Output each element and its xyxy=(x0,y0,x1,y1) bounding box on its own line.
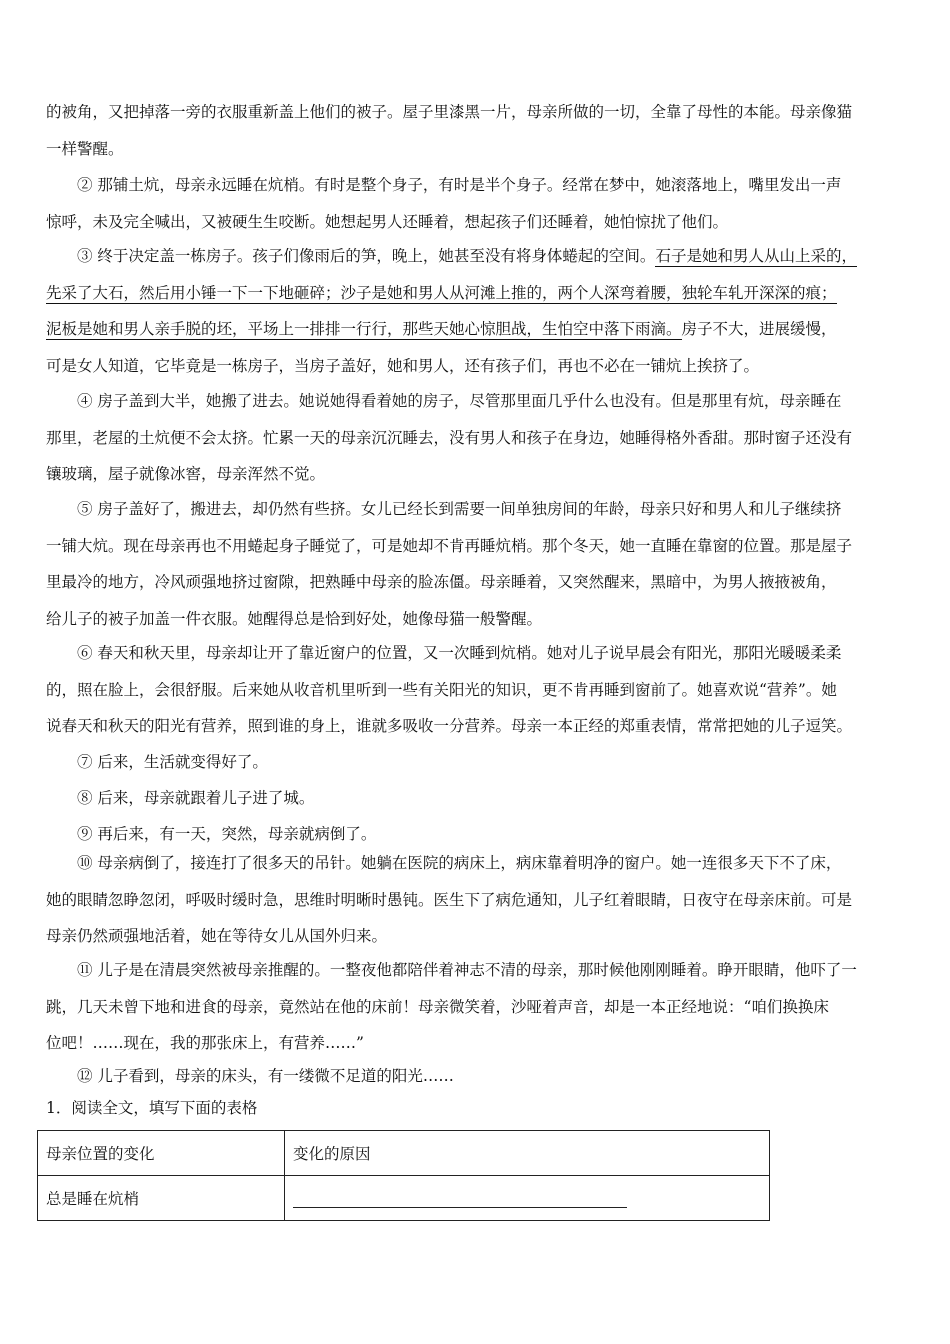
text-line: ⑨ 再后来，有一天，突然，母亲就病倒了。 xyxy=(77,825,377,843)
table-row xyxy=(38,1176,770,1221)
answer-table xyxy=(37,1130,770,1221)
text-line: 里最冷的地方，冷风顽强地挤过窗隙，把熟睡中母亲的脸冻僵。母亲睡着，又突然醒来，黑暗中，为男人掖掖被角， xyxy=(46,573,837,591)
paragraph-5 xyxy=(46,491,906,637)
text-line: 位吧！……现在，我的那张床上，有营养……” xyxy=(46,1034,364,1052)
text-line: 可是女人知道，它毕竟是一栋房子，当房子盖好，她和男人，还有孩子们，再也不必在一铺炕上挨挤了。 xyxy=(46,356,760,375)
text-line: 说春天和秋天的阳光有营养，照到谁的身上，谁就多吸收一分营养。母亲一本正经的郑重表情，常常把她的儿子逗笑。 xyxy=(46,717,853,735)
text-line: 她的眼睛忽睁忽闭，呼吸时缓时急，思维时明晰时愚钝。医生下了病危通知，儿子红着眼睛，日夜守在母亲床前。可是 xyxy=(46,890,853,909)
text-line: ⑤ 房子盖好了，搬进去，却仍然有些挤。女儿已经长到需要一间单独房间的年龄，母亲只好和男人和儿子继续挤 xyxy=(77,500,842,518)
text-line: ⑧ 后来，母亲就跟着儿子进了城。 xyxy=(77,789,315,807)
paragraph-2 xyxy=(46,167,906,240)
answer-blank-line[interactable] xyxy=(293,1189,627,1208)
text-line: 的被角，又把掉落一旁的衣服重新盖上他们的被子。屋子里漆黑一片，母亲所做的一切，全靠了母性的本能。母亲像猫 xyxy=(46,103,853,121)
table-header-row xyxy=(38,1131,770,1176)
text-line: ④ 房子盖到大半，她搬了进去。她说她得看着她的房子，尽管那里面几乎什么也没有。但是那里有炕，母亲睡在 xyxy=(77,392,842,410)
question-prompt: 1．阅读全文，填写下面的表格 xyxy=(46,1099,258,1117)
table-header-cell: 母亲位置的变化 xyxy=(38,1131,285,1176)
text-line: 那里，老屋的土炕便不会太挤。忙累一天的母亲沉沉睡去，没有男人和孩子在身边，她睡得格外香甜。那时窗子还没有 xyxy=(46,428,853,447)
underlined-text: 泥板是她和男人亲手脱的坯，平场上一排排一行行，那些天她心惊胆战，生怕空中落下雨滴。 xyxy=(46,320,682,338)
paragraph-6 xyxy=(46,635,906,745)
text-line xyxy=(46,311,906,348)
text-line: 镶玻璃，屋子就像冰窖，母亲浑然不觉。 xyxy=(46,465,326,483)
text-line: ⑩ 母亲病倒了，接连打了很多天的吊针。她躺在医院的病床上，病床靠着明净的窗户。她一连很多天下不了床， xyxy=(77,854,842,872)
table-cell: 总是睡在炕梢 xyxy=(38,1176,285,1221)
text-line: 的，照在脸上，会很舒服。后来她从收音机里听到一些有关阳光的知识，更不肯再睡到窗前了。她喜欢说“营养”。她 xyxy=(46,680,837,699)
text-line xyxy=(46,238,906,275)
text-segment: ③ 终于决定盖一栋房子。孩子们像雨后的笋，晚上，她甚至没有将身体蜷起的空间。 xyxy=(77,247,656,265)
text-line: ② 那铺土炕，母亲永远睡在炕梢。有时是整个身子，有时是半个身子。经常在梦中，她滚落地上，嘴里发出一声 xyxy=(77,176,842,194)
table-header-cell: 变化的原因 xyxy=(285,1131,770,1176)
paragraph-7 xyxy=(46,744,906,781)
text-line: ⑦ 后来，生活就变得好了。 xyxy=(77,753,268,771)
paragraph-3 xyxy=(46,238,906,384)
text-line: ⑥ 春天和秋天里，母亲却让开了靠近窗户的位置，又一次睡到炕梢。她对儿子说早晨会有阳光，那阳光暖暖柔柔 xyxy=(77,644,842,662)
text-line: 给儿子的被子加盖一件衣服。她醒得总是恰到好处，她像母猫一般警醒。 xyxy=(46,609,543,628)
paragraph-12 xyxy=(46,1058,906,1095)
paragraph-continued xyxy=(46,94,906,167)
paragraph-4 xyxy=(46,383,906,493)
text-line: 一样警醒。 xyxy=(46,139,124,158)
answer-blank-cell[interactable] xyxy=(285,1176,770,1221)
underlined-text: 石子是她和男人从山上采的， xyxy=(655,247,857,265)
paragraph-10 xyxy=(46,845,906,955)
text-line: 跳，几天未曾下地和进食的母亲，竟然站在他的床前！母亲微笑着，沙哑着声音，却是一本正经地说：“咱们换换床 xyxy=(46,997,829,1016)
text-line: ⑪ 儿子是在清晨突然被母亲推醒的。一整夜他都陪伴着神志不清的母亲，那时候他刚刚睡着。睁开眼睛，他吓了一 xyxy=(77,961,857,979)
text-line: 惊呼，未及完全喊出，又被硬生生咬断。她想起男人还睡着，想起孩子们还睡着，她怕惊扰了他们。 xyxy=(46,212,729,231)
text-segment: 房子不大，进展缓慢， xyxy=(681,320,837,338)
text-line: 母亲仍然顽强地活着，她在等待女儿从国外归来。 xyxy=(46,927,388,945)
underlined-text: 先采了大石，然后用小锤一下一下地砸碎；沙子是她和男人从河滩上推的，两个人深弯着腰，独轮车轧开深深的痕； xyxy=(46,283,837,302)
text-line: 一铺大炕。现在母亲再也不用蜷起身子睡觉了，可是她却不肯再睡炕梢。那个冬天，她一直睡在靠窗的位置。那是屋子 xyxy=(46,536,853,555)
paragraph-8 xyxy=(46,780,906,817)
text-line xyxy=(46,275,906,312)
paragraph-11 xyxy=(46,952,906,1062)
text-line: ⑫ 儿子看到，母亲的床头，有一缕微不足道的阳光…… xyxy=(77,1067,454,1085)
